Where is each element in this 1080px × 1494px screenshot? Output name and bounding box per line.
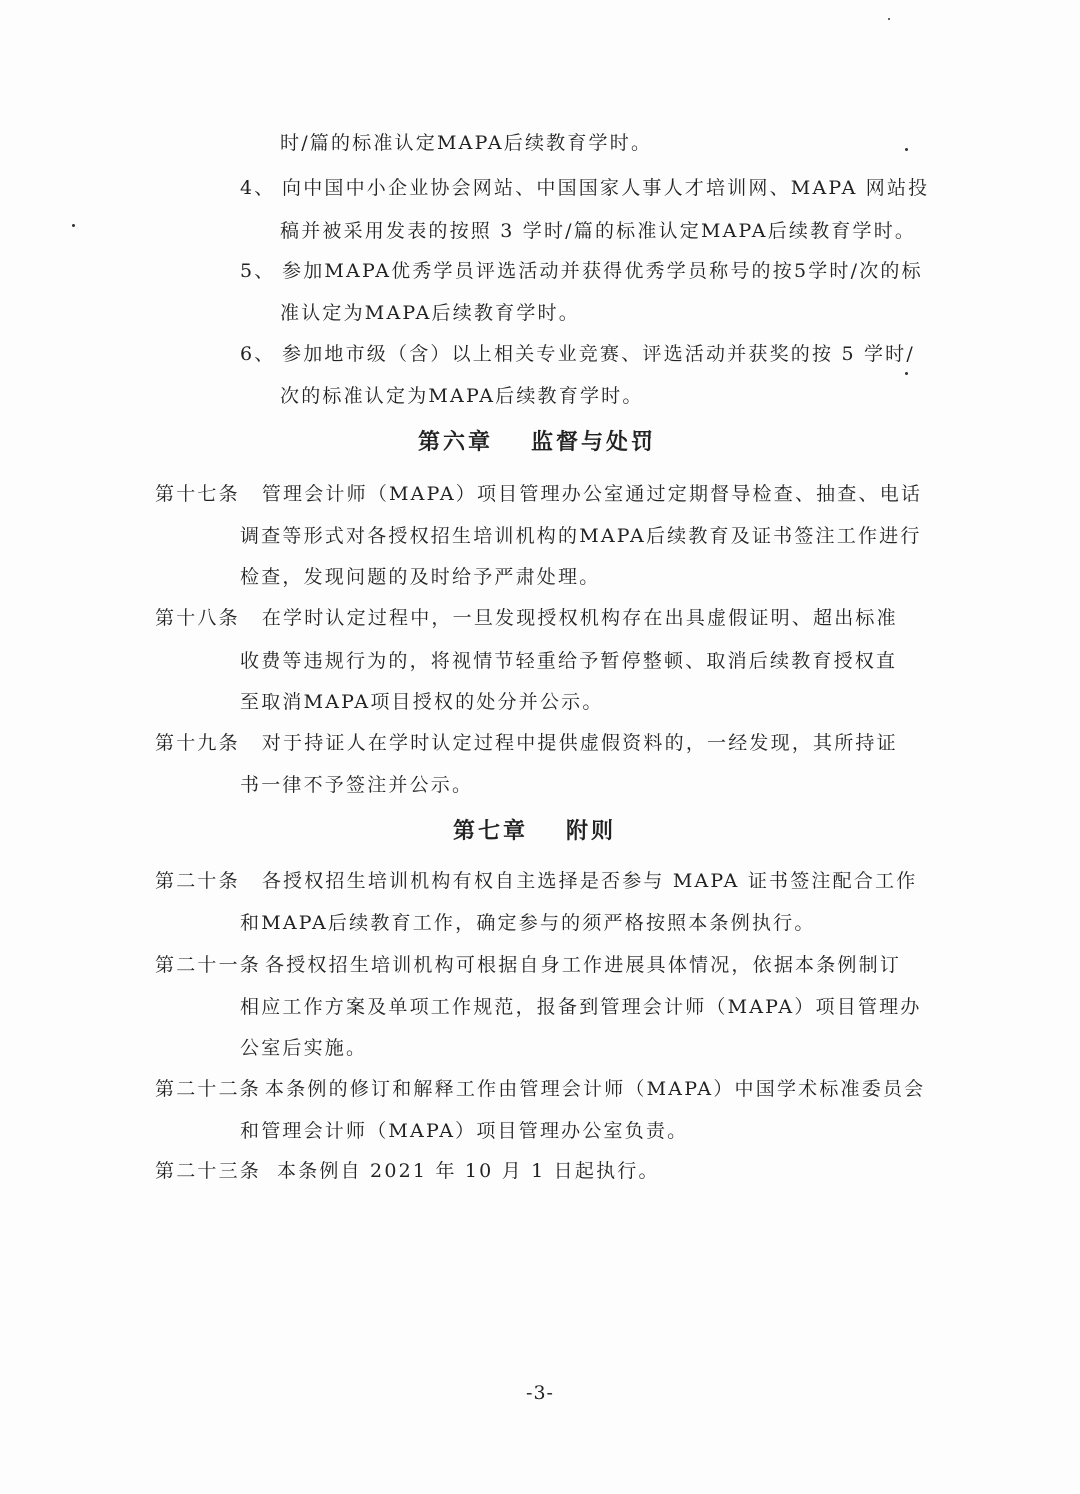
article-22-line2: 和管理会计师（MAPA）项目管理办公室负责。: [240, 1120, 689, 1142]
list-item-text: 参加MAPA优秀学员评选活动并获得优秀学员称号的按5学时/次的标: [282, 260, 923, 282]
article-17-line2: 调查等形式对各授权招生培训机构的MAPA后续教育及证书签注工作进行: [240, 525, 922, 547]
article-23: [155, 1158, 660, 1184]
list-item-text: 参加地市级（含）以上相关专业竞赛、评选活动并获奖的按 5 学时/: [282, 343, 915, 365]
list-item-6-line2: 次的标准认定为MAPA后续教育学时。: [280, 385, 644, 407]
scan-speck: [888, 18, 890, 20]
list-item-text: 向中国中小企业协会网站、中国国家人事人才培训网、MAPA 网站投: [282, 177, 930, 199]
article-21-line2: 相应工作方案及单项工作规范，报备到管理会计师（MAPA）项目管理办: [240, 996, 922, 1018]
article-20: [155, 868, 917, 894]
article-17-line3: 检查，发现问题的及时给予严肃处理。: [240, 566, 601, 588]
list-item-number: 6、: [240, 343, 276, 365]
scan-speck: [905, 372, 908, 375]
chapter-6-heading: [418, 428, 656, 456]
list-item-4-line2: 稿并被采用发表的按照 3 学时/篇的标准认定MAPA后续教育学时。: [280, 220, 917, 242]
article-19-line2: 书一律不予签注并公示。: [240, 774, 474, 796]
article-22: [155, 1076, 925, 1102]
article-20-line2: 和MAPA后续教育工作，确定参与的须严格按照本条例执行。: [240, 912, 816, 934]
chapter-title: 附则: [566, 818, 617, 844]
scan-speck: [905, 148, 908, 151]
article-text: 各授权招生培训机构可根据自身工作进展具体情况，依据本条例制订: [265, 954, 902, 976]
article-21-line3: 公室后实施。: [240, 1037, 368, 1059]
article-label: 第十九条: [155, 732, 240, 754]
chapter-number: 第六章: [418, 429, 494, 455]
article-18-line2: 收费等违规行为的，将视情节轻重给予暂停整顿、取消后续教育授权直: [240, 650, 898, 672]
article-label: 第二十三条: [155, 1160, 262, 1182]
article-text: 管理会计师（MAPA）项目管理办公室通过定期督导检查、抽查、电话: [261, 483, 923, 505]
article-label: 第二十一条: [155, 954, 262, 976]
article-text: 本条例自 2021 年 10 月 1 日起执行。: [277, 1160, 660, 1182]
article-text: 对于持证人在学时认定过程中提供虚假资料的，一经发现，其所持证: [261, 732, 898, 754]
chapter-title: 监督与处罚: [531, 429, 657, 455]
article-label: 第十七条: [155, 483, 240, 505]
article-label: 第二十二条: [155, 1078, 262, 1100]
article-19: [155, 730, 898, 756]
article-text: 在学时认定过程中，一旦发现授权机构存在出具虚假证明、超出标准: [261, 607, 898, 629]
item3-continuation: 时/篇的标准认定MAPA后续教育学时。: [280, 132, 653, 154]
chapter-7-heading: [453, 817, 616, 845]
list-item-5: [240, 258, 923, 284]
article-17: [155, 481, 922, 507]
article-21: [155, 952, 901, 978]
article-18-line3: 至取消MAPA项目授权的处分并公示。: [240, 691, 604, 713]
list-item-number: 4、: [240, 177, 276, 199]
scan-speck: [72, 224, 75, 227]
article-label: 第十八条: [155, 607, 240, 629]
article-label: 第二十条: [155, 870, 240, 892]
article-18: [155, 605, 898, 631]
list-item-4: [240, 175, 929, 201]
list-item-number: 5、: [240, 260, 276, 282]
article-text: 各授权招生培训机构有权自主选择是否参与 MAPA 证书签注配合工作: [261, 870, 918, 892]
chapter-number: 第七章: [453, 818, 529, 844]
page-number: -3-: [526, 1382, 554, 1404]
article-text: 本条例的修订和解释工作由管理会计师（MAPA）中国学术标准委员会: [265, 1078, 926, 1100]
list-item-6: [240, 341, 915, 367]
list-item-5-line2: 准认定为MAPA后续教育学时。: [280, 302, 580, 324]
